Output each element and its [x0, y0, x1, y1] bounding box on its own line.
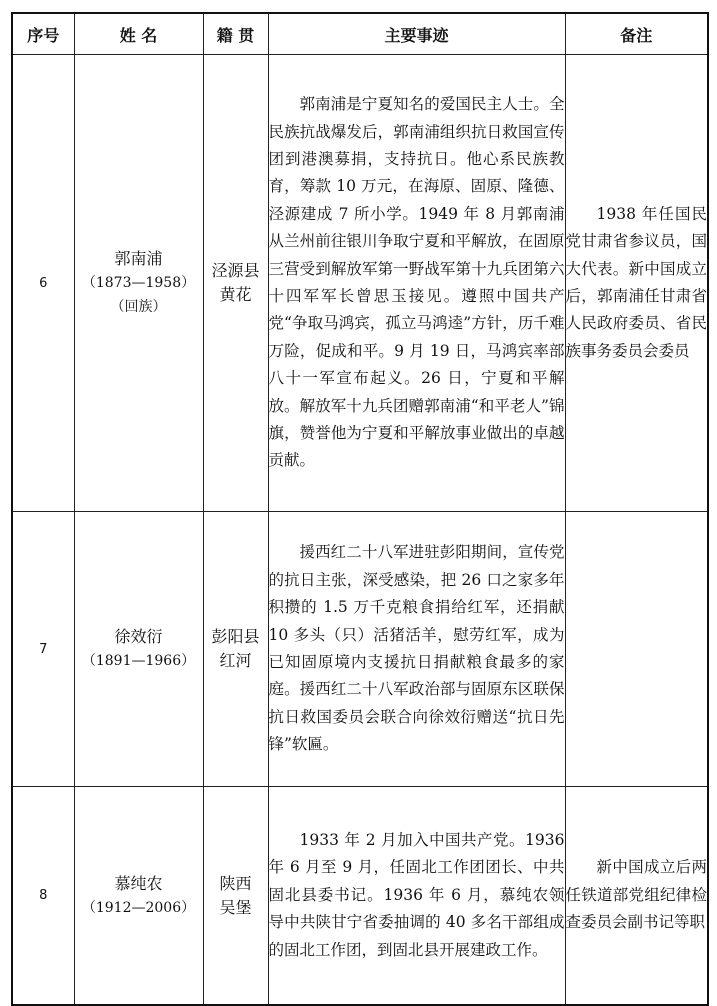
- origin-cell: [203, 55, 268, 512]
- header-name: 姓 名: [74, 13, 203, 55]
- person-name: 徐效衍: [114, 627, 163, 646]
- person-dates: （1891—1966）: [81, 653, 196, 669]
- notes-cell: [565, 787, 708, 1006]
- header-notes: 备注: [565, 13, 708, 55]
- notes-cell: [565, 55, 708, 512]
- notes-cell: [565, 512, 708, 787]
- origin-line2: 吴堡: [219, 897, 252, 917]
- person-name-cell: [74, 787, 203, 1006]
- origin-line1: 彭阳县: [211, 627, 260, 646]
- origin-line1: 陕西: [219, 873, 252, 893]
- person-dates: （1912—2006）: [81, 899, 196, 916]
- biography-table: [11, 12, 709, 1006]
- origin-line2: 红河: [219, 651, 252, 670]
- table-row: [12, 787, 708, 1006]
- origin-line1: 泾源县: [211, 261, 260, 280]
- deeds-text: 援西红二十八军进驻彭阳期间，宣传党的抗日主张，深受感染，把 26 口之家多年积攒的 1.5 万千克粮食捐给红军，还捐献 10 多头（只）活猪活羊，慰劳红军，成为已知固原境内支援抗日捐献粮食最多的家庭。援西红二十八军政治部与固原东区联保抗日救国委员会联合向徐效衍赠送“抗日先锋”软匾。: [268, 543, 565, 754]
- header-index: 序号: [12, 13, 74, 55]
- person-name: 郭南浦: [114, 249, 163, 268]
- origin-line2: 黄花: [219, 285, 252, 304]
- row-index: 8: [12, 787, 74, 1006]
- person-name-cell: [74, 512, 203, 787]
- person-name-cell: [74, 55, 203, 512]
- header-deeds: 主要事迹: [268, 13, 565, 55]
- notes-text: 新中国成立后两任铁道部党组纪律检查委员会副书记等职: [565, 858, 707, 932]
- origin-cell: [203, 787, 268, 1006]
- row-index: 6: [12, 55, 74, 512]
- header-row: [12, 13, 708, 55]
- notes-text: 1938 年任国民党甘肃省参议员，国大代表。新中国成立后，郭南浦任甘肃省人民政府委员、省民族事务委员会委员: [565, 204, 707, 360]
- deeds-cell: [268, 787, 565, 1006]
- person-ethnicity: （回族）: [110, 299, 167, 315]
- row-index: 7: [12, 512, 74, 787]
- person-dates: （1873—1958）: [81, 275, 196, 291]
- deeds-cell: [268, 512, 565, 787]
- person-name: 慕纯农: [114, 873, 163, 893]
- header-origin: 籍 贯: [203, 13, 268, 55]
- deeds-text: 1933 年 2 月加入中国共产党。1936 年 6 月至 9 月，任固北工作团团长、中共固北县委书记。1936 年 6 月，慕纯农领导中共陕甘宁省委抽调的 40 多名干部组成的固北工作团，到固北县开展建政工作。: [268, 830, 565, 959]
- deeds-text: 郭南浦是宁夏知名的爱国民主人士。全民族抗战爆发后，郭南浦组织抗日救国宣传团到港澳募捐，支持抗日。他心系民族教育，筹款 10 万元，在海原、固原、隆德、泾源建成 7 所小学。1949 年 8 月郭南浦从兰州前往银川争取宁夏和平解放，在固原三营受到解放军第一野战军第十九兵团第六十四军军长曾思玉接见。遵照中国共产党“争取马鸿宾，孤立马鸿逵”方针，历千难万险，促成和平。9 月 19 日，马鸿宾率部八十一军宣布起义。26 日，宁夏和平解放。解放军十九兵团赠郭南浦“和平老人”锦旗，赞誉他为宁夏和平解放事业做出的卓越贡献。: [268, 95, 565, 470]
- deeds-cell: [268, 55, 565, 512]
- origin-cell: [203, 512, 268, 787]
- table-row: [12, 55, 708, 512]
- table-row: [12, 512, 708, 787]
